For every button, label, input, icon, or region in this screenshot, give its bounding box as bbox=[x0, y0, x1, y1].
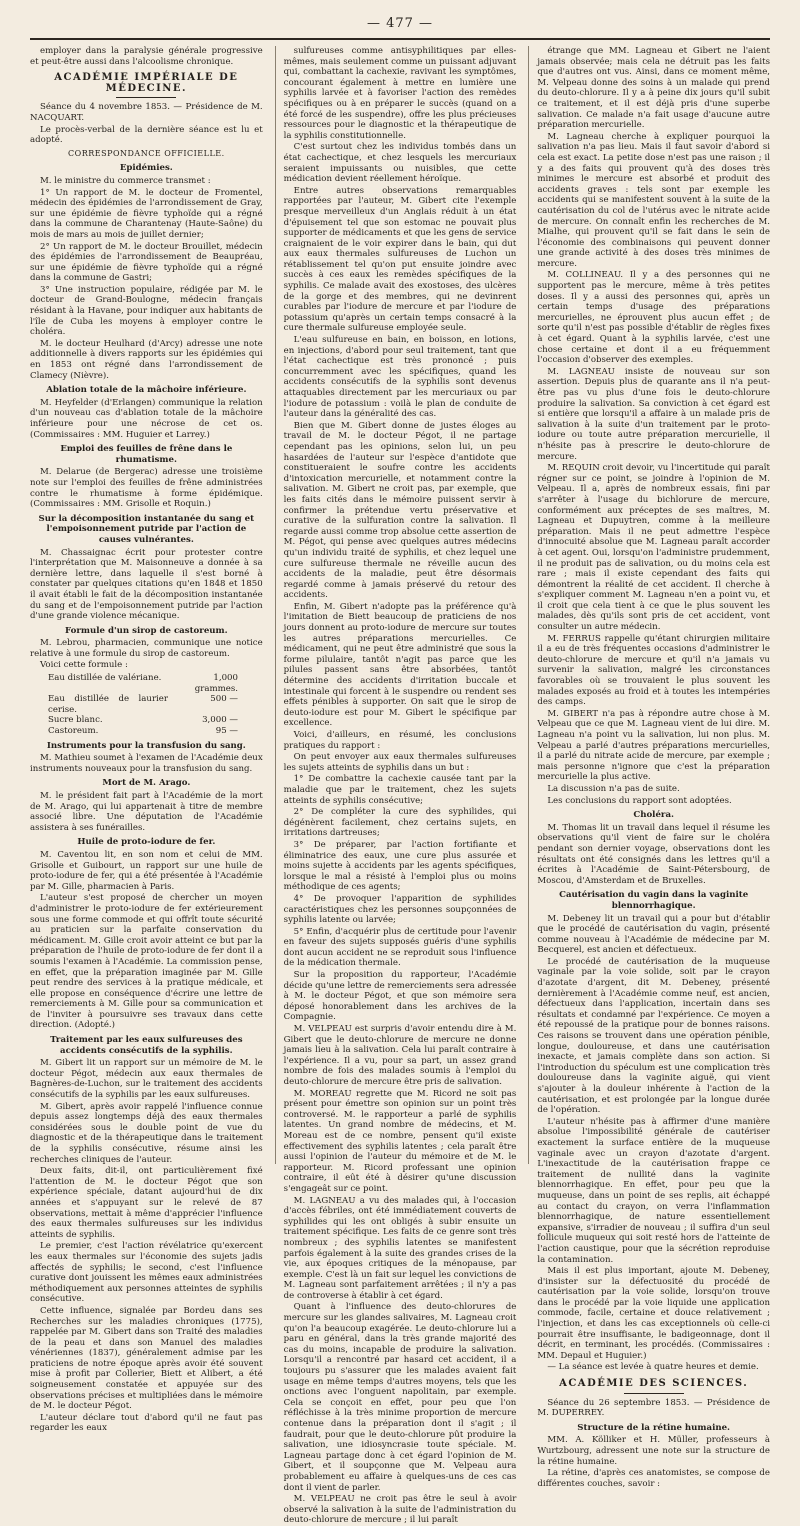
paragraph: M. le docteur Heulhard (d'Arcy) adresse une note additionnelle à divers rapports sur les épidémies qui en 1853 ont régné dans l'arrondissement de Clamecy (Nièvre). bbox=[30, 338, 263, 381]
paragraph: Enfin, M. Gibert n'adopte pas la préférence qu'à l'imitation de Biett beaucoup de praticiens de nos jours donnent au proto-iodure de mercure sur toutes les autres préparations mercurielles. Ce médicament, qui ne peut être administré que sous la forme pilulaire, tantôt n'agit pas parce que les pilules passent sans être absorbées, tantôt détermine des accidents d'irritation buccale et intestinale qui forcent à le suspendre ou rendent ses effets pénibles à supporter. On sait que le sirop de deuto-iodure est pour M. Gibert le spécifique par excellence. bbox=[283, 601, 517, 729]
paragraph: On peut envoyer aux eaux thermales sulfureuses les sujets atteints de syphilis dans un but : bbox=[283, 752, 517, 773]
paragraph: 5° Enfin, d'acquérir plus de certitude pour l'avenir en faveur des sujets supposés guéris d'une syphilis dont aucun accident ne se reproduit sous l'influence de la médication thermale. bbox=[283, 926, 517, 969]
subsection-title: Structure de la rétine humaine. bbox=[577, 1422, 731, 1433]
paragraph: M. VELPEAU ne croit pas être le seul à avoir observé la salivation à la suite de l'administration du deuto-chlorure de mercure ; il lui paraît bbox=[283, 1494, 517, 1526]
paragraph: Bien que M. Gibert donne de justes éloges au travail de M. le docteur Pégot, il ne partage cependant pas les opinions, selon lui, un peu hasardées de l'auteur sur l'espèce d'antidote que constitueraient le soufre contre les accidents d'intoxication mercurielle, et notamment contre la salivation. M. Gibert ne croit pas, par exemple, que les faits cités dans le mémoire puissent servir à confirmer la prétendue vertu préservative et curative de la sulfuration contre la salivation. Il regarde aussi comme trop absolue cette assertion de M. Pégot, qui pense avec quelques autres médecins qu'un individu traité de syphilis, et chez lequel une cure sulfureuse thermale ne réveille aucun des accidents de la maladie, peut être désormais regardé comme à jamais préservé du retour des accidents. bbox=[283, 420, 517, 601]
column-right bbox=[528, 46, 771, 1489]
paragraph: M. LAGNEAU a vu des malades qui, à l'occasion d'accès fébriles, ont été immédiatement couverts de syphilides qui les ont obligés à subir ensuite un traitement spécifique. Les faits de ce genre sont très nombreux ; des syphilis latentes se manifestent parfois également à la suite des grandes crises de la vie, aux époques critiques de la ménopause, par exemple. C'est là un fait sur lequel les convictions de M. Lagneau sont parfaitement arrêtées ; il n'y a pas de controverse à établir à cet égard. bbox=[283, 1195, 517, 1301]
section-title: ACADÉMIE IMPÉRIALE DE MÉDECINE. bbox=[30, 73, 263, 98]
paragraph: Séance du 26 septembre 1853. — Présidence de M. DUPERREY. bbox=[537, 1397, 771, 1419]
paragraph: M. Caventou lit, en son nom et celui de MM. Grisolle et Guibourt, un rapport sur une huile de proto-iodure de fer, qui a été présentée à l'Académie par M. Gille, pharmacien à Paris. bbox=[30, 849, 263, 892]
ingredient-name: Sucre blanc. bbox=[48, 715, 103, 726]
paragraph: M. Gibert, après avoir rappelé l'influence connue depuis assez longtemps déjà des eaux thermales considérées sous le double point de vue du diagnostic et de la thérapeutique dans le traitement de la syphilis consécutive, résume ainsi les recherches cliniques de l'auteur. bbox=[30, 1101, 263, 1165]
paragraph: M. Lebrou, pharmacien, communique une notice relative à une formule du sirop de castoreum. bbox=[30, 638, 263, 659]
paragraph: M. COLLINEAU. Il y a des personnes qui ne supportent pas le mercure, même à très petites doses. Il y a aussi des personnes qui, après un certain temps d'usage des préparations mercurielles, ne éprouvent plus aucun effet ; de sorte qu'il n'est pas possible d'établir de règles fixes à cet égard. Quant à la syphilis larvée, c'est une chose certaine et dont il a eu fréquemment l'occasion d'observer des exemples. bbox=[537, 270, 771, 366]
paragraph: 3° De préparer, par l'action fortifiante et éliminatrice des eaux, une cure plus assurée et moins sujette à accidents par les agents spécifiques, lorsque le mal a résisté à l'emploi plus ou moins méthodique de ces agents; bbox=[283, 839, 517, 893]
paragraph: Deux faits, dit-il, ont particulièrement fixé l'attention de M. le docteur Pégot que son expérience spéciale, datant aujourd'hui de dix années et s'appuyant sur le relevé de 87 observations, mettait à même d'apprécier l'influence des eaux thermales sulfureuses sur les individus atteints de syphilis. bbox=[30, 1166, 263, 1240]
paragraph: employer dans la paralysie générale progressive et peut-être aussi dans l'alcoolisme chronique. bbox=[30, 46, 263, 67]
paragraph: 3° Une instruction populaire, rédigée par M. le docteur de Grand-Boulogne, médecin français résidant à la Havane, pour indiquer aux habitants de l'île de Cuba les moyens à employer contre le choléra. bbox=[30, 284, 263, 338]
paragraph: 4° De provoquer l'apparition de syphilides caractéristiques chez les personnes soupçonnées de syphilis latente ou larvée; bbox=[283, 893, 517, 926]
paragraph: L'auteur s'est proposé de chercher un moyen d'administrer le proto-iodure de fer extérieurement sous une forme commode et qui offrît toute sécurité au praticien sur la parfaite conservation du médicament. M. Gille croit avoir atteint ce but par la préparation de l'huile de proto-iodure de fer dont il a soumis l'examen à l'Académie. La commission pense, en effet, que la préparation imaginée par M. Gille peut rendre des services à la pratique médicale, et elle propose en conséquence d'écrire une lettre de remerciements à M. Gille pour sa communication et de l'inviter à poursuivre ses travaux dans cette direction. (Adopté.) bbox=[30, 893, 263, 1031]
paragraph: M. Mathieu soumet à l'examen de l'Académie deux instruments nouveaux pour la transfusion du sang. bbox=[30, 753, 263, 774]
paragraph: 2° Un rapport de M. le docteur Brouillet, médecin des épidémies de l'arrondissement de Beaupréau, sur une épidémie de fièvre typhoïde qui a régné dans la commune de Gastri; bbox=[30, 241, 263, 284]
paragraph: M. Gibert lit un rapport sur un mémoire de M. le docteur Pégot, médecin aux eaux thermales de Bagnères-de-Luchon, sur le traitement des accidents consécutifs de la syphilis par les eaux sulfureuses. bbox=[30, 1058, 263, 1101]
paragraph: sulfureuses comme antisyphilitiques par elles-mêmes, mais seulement comme un puissant adjuvant qui, combattant la cachexie, ravivant les symptômes, concourant également à mettre en lumière une syphilis larvée et à favoriser l'action des remèdes spécifiques ou à en préparer le succès (quand on a été forcé de les suspendre), offre les plus précieuses ressources pour le diagnostic et la thérapeutique de la syphilis constitutionnelle. bbox=[283, 46, 517, 141]
paragraph: Entre autres observations remarquables rapportées par l'auteur, M. Gibert cite l'exemple presque merveilleux d'un Anglais réduit à un état d'épuisement tel que son estomac ne pouvait plus supporter de médicaments et que les gens de service craignaient de le voir expirer dans le bain, qui dut aux eaux thermales sulfureuses de Luchon un rétablissement tel qu'on put ensuite joindre avec succès à ces eaux les remèdes spécifiques de la syphilis. Ce malade avait des exostoses, des ulcères de la gorge et des membres, qui ne devinrent curables par l'iodure de mercure et par l'iodure de potassium qu'après un certain temps consacré à la cure thermale sulfureuse employée seule. bbox=[283, 185, 517, 334]
subsection-title: Epidémies. bbox=[119, 163, 173, 174]
ingredient-quantity: 3,000 — bbox=[202, 715, 238, 726]
page-number: — 477 — bbox=[366, 16, 434, 31]
formula-table bbox=[48, 673, 263, 737]
ingredient-quantity: 1,000 grammes. bbox=[194, 673, 238, 694]
paragraph: C'est surtout chez les individus tombés dans un état cachectique, et chez lesquels les mercuriaux seraient impuissants ou nuisibles, que cette médication devient réellement héroïque. bbox=[283, 142, 517, 185]
paragraph: Les conclusions du rapport sont adoptées. bbox=[547, 795, 732, 806]
ingredient-name: Eau distillée de valériane. bbox=[48, 673, 162, 684]
paragraph: M. Heyfelder (d'Erlangen) communique la relation d'un nouveau cas d'ablation totale de la mâchoire inférieure pour une nécrose de cet os. (Commissaires : MM. Huguier et Larrey.) bbox=[30, 397, 263, 440]
paragraph: L'auteur déclare tout d'abord qu'il ne faut pas regarder les eaux bbox=[30, 1412, 263, 1434]
paragraph: MM. A. Kölliker et H. Müller, professeurs à Wurtzbourg, adressent une note sur la structure de la rétine humaine. bbox=[537, 1435, 771, 1467]
paragraph: Le premier, c'est l'action révélatrice qu'exercent les eaux thermales sur l'économie des sujets jadis affectés de syphilis; le second, c'est l'influence curative dont jouissent les mêmes eaux administrées méthodiquement aux personnes atteintes de syphilis consécutive. bbox=[30, 1241, 263, 1305]
column-left bbox=[30, 46, 263, 1434]
paragraph: M. LAGNEAU insiste de nouveau sur son assertion. Depuis plus de quarante ans il n'a peut-être pas vu plus d'une fois le deuto-chlorure produire la salivation. Sa conviction à cet égard est si entière que lorsqu'il a affaire à un malade pris de salivation à la suite d'un traitement par le proto-iodure ou toute autre préparation mercurielle, il n'hésite pas à prescrire le deuto-chlorure de mercure. bbox=[537, 366, 771, 462]
section-title: ACADÉMIE DES SCIENCES. bbox=[537, 1379, 770, 1394]
paragraph: M. Lagneau cherche à expliquer pourquoi la salivation n'a pas lieu. Mais il faut savoir d'abord si cela est exact. La petite dose n'est pas une raison ; il y a des faits qui prouvent qu'à des doses très minimes le mercure est absorbé et produit des accidents graves : tels sont par exemple les accidents qui se manifestent souvent à la suite de la cautérisation du col de l'utérus avec le nitrate acide de mercure. On connaît enfin les recherches de M. Mialhe, qui prouvent qu'il se fait dans le sein de l'économie des combinaisons qui peuvent donner une grande activité à des doses très minimes de mercure. bbox=[537, 131, 771, 269]
paragraph: Séance du 4 novembre 1853. — Présidence de M. NACQUART. bbox=[30, 102, 263, 123]
ingredient-name: Eau distillée de laurier cerise. bbox=[48, 694, 168, 715]
paragraph: 2° De compléter la cure des syphilides, qui dégénèrent facilement, chez certains sujets, en irritations dartreuses; bbox=[283, 807, 517, 839]
formula-row bbox=[48, 673, 238, 694]
paragraph: 1° De combattre la cachexie causée tant par la maladie que par le traitement, chez les sujets atteints de syphilis consécutive; bbox=[283, 774, 517, 806]
paragraph: 1° Un rapport de M. le docteur de Fromentel, médecin des épidémies de l'arrondissement de Gray, sur une épidémie de fièvre typhoïde qui a régné dans la commune de Charantenay (Haute-Saône) du mois de mars au mois de juillet dernier; bbox=[30, 187, 263, 240]
paragraph: La discussion n'a pas de suite. bbox=[547, 783, 680, 794]
subsection-title: Mort de M. Arago. bbox=[102, 778, 191, 789]
ingredient-name: Castoreum. bbox=[48, 726, 99, 737]
paragraph: Quant à l'influence des deuto-chlorures de mercure sur les glandes salivaires, M. Lagneau croit qu'on l'a beaucoup exagérée. Le deuto-chlorure lui a paru en général, dans la très grande majorité des cas du moins, incapable de produire la salivation. Lorsqu'il a rencontré par hasard cet accident, il a toujours pu s'assurer que les malades avaient fait usage en même temps d'autres moyens, tels que les onctions avec l'onguent napolitain, par exemple. Cela se conçoit en effet, pour peu que l'on réfléchisse à la très minime proportion de mercure contenue dans la préparation dont il s'agit ; il faudrait, pour que le deuto-chlorure pût produire la salivation, une idiosyncrasie toute spéciale. M. Lagneau partage donc à cet égard l'opinion de M. Gibert, et il soupçonne que M. Velpeau aura probablement eu affaire à quelques-uns de ces cas dont il vient de parler. bbox=[283, 1302, 517, 1493]
paragraph: L'auteur n'hésite pas à affirmer d'une manière absolue l'impossibilité générale de cautériser exactement la surface entière de la muqueuse vaginale avec un crayon d'azotate d'argent. L'inexactitude de la cautérisation frappe ce traitement de nullité dans la vaginite blennorrhagique. En effet, pour peu que la muqueuse, dans un point de ses replis, ait échappé au contact du crayon, on verra l'inflammation blennorrhagique, de nature essentiellement expansive, s'irradier de nouveau ; il suffira d'un seul follicule muqueux qui soit resté hors de l'atteinte de l'action caustique, pour que la sécrétion reproduise la contamination. bbox=[537, 1116, 771, 1265]
paragraph: M. Debeney lit un travail qui a pour but d'établir que le procédé de cautérisation du vagin, présenté comme nouveau à l'Académie de médecine par M. Becquerel, est ancien et défectueux. bbox=[537, 913, 771, 956]
paragraph: M. le ministre du commerce transmet : bbox=[40, 175, 211, 186]
paragraph: Le procédé de cautérisation de la muqueuse vaginale par la voie solide, soit par le crayon d'azotate d'argent, dit M. Debeney, présenté dernièrement à l'Académie comme neuf, est ancien, défectueux dans l'application, incertain dans ses résultats et condamné par l'expérience. Ce moyen a été repoussé de la pratique pour de bonnes raisons. Ces raisons se trouvent dans une opération pénible, longue, douloureuse, et dans une cautérisation inexacte, et jamais complète dans son action. Si l'introduction du spéculum est une complication très douloureuse dans la vaginite aiguë, qui vient s'ajouter à la douleur inhérente à l'action de la cautérisation, et est prolongée par la longue durée de l'opération. bbox=[537, 956, 771, 1116]
top-rule bbox=[30, 38, 770, 40]
subsection-title: Instruments pour la transfusion du sang. bbox=[46, 740, 246, 751]
formula-row bbox=[48, 726, 238, 737]
paragraph: L'eau sulfureuse en bain, en boisson, en lotions, en injections, d'abord pour seul traitement, tant que l'état cachectique est très prononcé ; puis concurremment avec les spécifiques, quand les accidents consécutifs de la syphilis sont devenus attaquables directement par les mercuriaux ou par l'iodure de potassium : voilà le plan de conduite de l'auteur dans la généralité des cas. bbox=[283, 335, 517, 420]
paragraph: M. GIBERT n'a pas à répondre autre chose à M. Velpeau que ce que M. Lagneau vient de lui dire. M. Lagneau n'a point vu la salivation, lui non plus. M. Velpeau a parlé d'autres préparations mercurielles, il a parlé du nitrate acide de mercure, par exemple ; mais personne n'ignore que c'est la préparation mercurielle la plus active. bbox=[537, 708, 771, 783]
subsection-title: Emploi des feuilles de frêne dans le rhumatisme. bbox=[60, 444, 233, 465]
paragraph: Voici, d'ailleurs, en résumé, les conclusions pratiques du rapport : bbox=[283, 730, 517, 751]
ingredient-quantity: 95 — bbox=[215, 726, 238, 737]
paragraph: Cette influence, signalée par Bordeu dans ses Recherches sur les maladies chroniques (1775), rappelée par M. Gibert dans son Traité des maladies de la peau et dans son Manuel des maladies vénériennes (1837), généralement admise par les praticiens de notre époque après avoir été souvent mise à profit par Collerier, Biett et Alibert, a été soigneusement constatée et appuyée sur des observations précises et multipliées dans le mémoire de M. le docteur Pégot. bbox=[30, 1305, 263, 1412]
subsection-title: Ablation totale de la mâchoire inférieure. bbox=[46, 385, 247, 396]
subsection-title: Choléra. bbox=[633, 810, 674, 821]
column-middle bbox=[275, 46, 517, 1526]
paragraph: Mais il est plus important, ajoute M. Debeney, d'insister sur la défectuosité du procédé de cautérisation par la voie solide, lorsqu'on trouve dans le procédé par la voie liquide une application commode, facile, certaine et douce relativement ; l'injection, et dans les cas exceptionnels où celle-ci pourrait être insuffisante, le badigeonnage, dont il décrit, en terminant, les procédés. (Commissaires : MM. Depaul et Huguier.) bbox=[537, 1266, 771, 1361]
paragraph: Sur la proposition du rapporteur, l'Académie décide qu'une lettre de remerciements sera adressée à M. le docteur Pégot, et que son mémoire sera déposé honorablement dans les archives de la Compagnie. bbox=[283, 970, 517, 1023]
ingredient-quantity: 500 — bbox=[210, 694, 238, 705]
paragraph: M. Thomas lit un travail dans lequel il résume les observations qu'il vient de faire sur le choléra pendant son dernier voyage, observations dont les résultats ont été consignés dans les lettres qu'il a écrites à l'Académie de Saint-Pétersbourg, de Moscou, d'Amsterdam et de Bruxelles. bbox=[537, 822, 771, 886]
paragraph: Voici cette formule : bbox=[40, 660, 128, 671]
paragraph: — La séance est levée à quatre heures et demie. bbox=[547, 1362, 759, 1373]
paragraph: La rétine, d'après ces anatomistes, se compose de différentes couches, savoir : bbox=[537, 1468, 771, 1489]
formula-row bbox=[48, 694, 238, 715]
paragraph: étrange que MM. Lagneau et Gibert ne l'aient jamais observée; mais cela ne détruit pas les faits que d'autres ont vus. Ainsi, dans ce moment même, M. Velpeau donne des soins à un malade qui prend du deuto-chlorure. Il y a à peine dix jours qu'il subit ce traitement, et il est déjà pris d'une superbe salivation. Ce malade n'a fait usage d'aucune autre préparation mercurielle. bbox=[537, 46, 771, 131]
text-columns bbox=[30, 46, 771, 1526]
paragraph: M. MOREAU regrette que M. Ricord ne soit pas présent pour émettre son opinion sur un point très controversé. M. le rapporteur a parlé de syphilis latentes. Un grand nombre de médecins, et M. Moreau est de ce nombre, pensent qu'il existe effectivement des syphilis latentes ; cela paraît être aussi l'opinion de l'auteur du mémoire et de M. le rapporteur. M. Ricord professant une opinion contraire, il eût été à désirer qu'une discussion s'engageât sur ce point. bbox=[283, 1088, 517, 1194]
subsection-title: Cautérisation du vagin dans la vaginite blennorrhagique. bbox=[559, 890, 749, 911]
formula-row bbox=[48, 715, 238, 726]
paragraph: M. VELPEAU est surpris d'avoir entendu dire à M. Gibert que le deuto-chlorure de mercure ne donne jamais lieu à la salivation. Cela lui paraît contraire à l'expérience. Il a vu, pour sa part, un assez grand nombre de fois des malades soumis à l'emploi du deuto-chlorure de mercure être pris de salivation. bbox=[283, 1024, 517, 1087]
subsection-title: Traitement par les eaux sulfureuses des accidents consécutifs de la syphilis. bbox=[50, 1035, 243, 1056]
subsection-title: Huile de proto-iodure de fer. bbox=[77, 837, 216, 848]
paragraph: M. Chassaignac écrit pour protester contre l'interprétation que M. Maisonneuve a donnée à sa dernière lettre, dans laquelle il s'est borné à constater par quelques citations qu'en 1848 et 1850 il avait établi le fait de la décomposition instantanée du sang et de l'empoisonnement putride par l'action d'une grande violence mécanique. bbox=[30, 547, 263, 622]
subsection-title: Formule d'un sirop de castoreum. bbox=[65, 625, 228, 636]
paragraph: Le procès-verbal de la dernière séance est lu et adopté. bbox=[30, 124, 263, 146]
paragraph: M. FERRUS rappelle qu'étant chirurgien militaire il a eu de très fréquentes occasions d'administrer le deuto-chlorure de mercure et qu'il n'a jamais vu survenir la salivation, malgré les circonstances favorables où se trouvaient le plus souvent les malades exposés au froid et à toutes les intempéries des camps. bbox=[537, 633, 771, 708]
paragraph: M. Delarue (de Bergerac) adresse une troisième note sur l'emploi des feuilles de frêne administrées contre le rhumatisme à forme épidémique. (Commissaires : MM. Grisolle et Roquin.) bbox=[30, 467, 263, 510]
category-label: CORRESPONDANCE OFFICIELLE. bbox=[68, 148, 225, 158]
subsection-title: Sur la décomposition instantanée du sang et l'empoisonnement putride par l'action de causes vulnérantes. bbox=[38, 513, 255, 545]
paragraph: M. REQUIN croit devoir, vu l'incertitude qui paraît régner sur ce point, se joindre à l'opinion de M. Velpeau. Il a, après de nombreux essais, fini par s'arrêter à l'usage du bichlorure de mercure, conformément aux préceptes de ses maîtres, M. Lagneau et Dupuytren, comme à la meilleure préparation. Mais il ne peut admettre l'espèce d'innocuité absolue que M. Lagneau paraît accorder à cet agent. Oui, lorsqu'on l'administre prudemment, il ne produit pas de salivation, ou du moins cela est rare ; mais il existe cependant des faits qui démontrent la réalité de cet accident. Il cherche à s'expliquer comment M. Lagneau n'en a point vu, et il croit que cela tient à ce que le plus souvent les malades, dès qu'ils sont pris de cet accident, vont consulter un autre médecin. bbox=[537, 463, 771, 633]
paragraph: M. le président fait part à l'Académie de la mort de M. Arago, qui lui appartenait à titre de membre associé libre. Une députation de l'Académie assistera à ses funérailles. bbox=[30, 791, 263, 833]
